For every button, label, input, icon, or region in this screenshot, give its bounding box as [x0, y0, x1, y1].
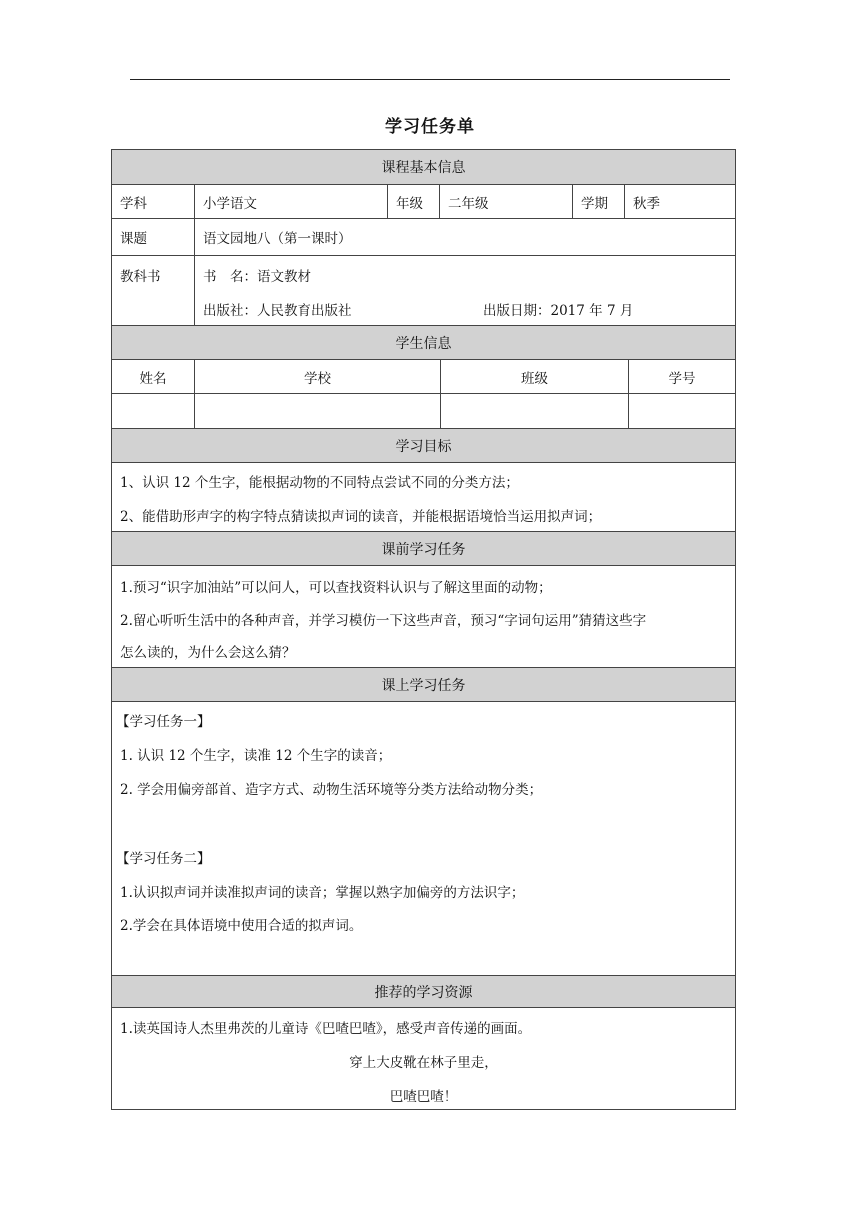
task-two-item: 2.学会在具体语境中使用合适的拟声词。 — [120, 918, 363, 934]
resources-header — [112, 976, 735, 1008]
goal-item: 1、认识 12 个生字，能根据动物的不同特点尝试不同的分类方法； — [120, 475, 519, 491]
topic-value: 语文园地八（第一课时） — [203, 231, 352, 247]
publisher: 出版社：人民教育出版社 — [203, 303, 352, 319]
topic-label: 课题 — [112, 219, 195, 255]
in-class-header-text: 课上学习任务 — [381, 677, 466, 694]
textbook-label: 教科书 — [112, 256, 195, 325]
task-two-title: 【学习任务二】 — [116, 851, 211, 867]
student-entry-row — [112, 394, 735, 429]
resources-body — [112, 1008, 735, 1111]
book-name: 书 名：语文教材 — [203, 269, 311, 285]
course-info-header — [112, 150, 735, 185]
goals-header-text: 学习目标 — [395, 438, 452, 455]
goals-header — [112, 429, 735, 463]
subject-row — [112, 185, 735, 219]
name-input[interactable] — [112, 394, 195, 428]
in-class-body — [112, 702, 735, 976]
in-class-header — [112, 668, 735, 702]
topic-row — [112, 219, 735, 256]
subject-value: 小学语文 — [195, 185, 388, 218]
pre-class-header-text: 课前学习任务 — [381, 541, 466, 558]
column-school: 学校 — [195, 360, 441, 393]
task-two-item: 1.认识拟声词并读准拟声词的读音；掌握以熟字加偏旁的方法识字； — [120, 885, 525, 901]
pre-class-item: 1.预习“识字加油站”可以问人，可以查找资料认识与了解这里面的动物； — [120, 580, 552, 596]
column-student-id: 学号 — [668, 370, 696, 387]
textbook-row — [112, 256, 735, 326]
task-one-item: 2. 学会用偏旁部首、造字方式、动物生活环境等分类方法给动物分类； — [120, 782, 543, 798]
term-label: 学期 — [573, 185, 625, 218]
course-info-header-text: 课程基本信息 — [381, 160, 466, 176]
pre-class-item: 2.留心听听生活中的各种声音，并学习模仿一下这些声音，预习“字词句运用”猜猜这些字 — [120, 613, 647, 629]
pre-class-body — [112, 566, 735, 668]
poem-line: 巴喳巴喳！ — [389, 1089, 458, 1105]
document-title: 学习任务单 — [385, 117, 475, 137]
goals-body — [112, 463, 735, 532]
resources-header-text: 推荐的学习资源 — [374, 984, 473, 1001]
resource-intro: 1.读英国诗人杰里弗茨的儿童诗《巴喳巴喳》，感受声音传递的画面。 — [120, 1021, 532, 1037]
task-sheet-table — [111, 149, 736, 1110]
pre-class-item: 怎么读的，为什么会这么猜？ — [120, 645, 296, 661]
student-info-header-text: 学生信息 — [395, 335, 452, 352]
poem-line: 穿上大皮靴在林子里走， — [349, 1055, 498, 1071]
subject-label: 学科 — [112, 185, 195, 218]
task-one-title: 【学习任务一】 — [116, 714, 211, 730]
student-columns-row — [112, 360, 735, 394]
publication-date: 出版日期：2017 年 7 月 — [483, 303, 634, 319]
task-one-item: 1. 认识 12 个生字，读准 12 个生字的读音； — [120, 748, 392, 764]
term-value: 秋季 — [633, 195, 660, 212]
student-info-header — [112, 326, 735, 360]
school-input[interactable] — [195, 394, 441, 428]
pre-class-header — [112, 532, 735, 566]
grade-value: 二年级 — [440, 185, 573, 218]
goal-item: 2、能借助形声字的构字特点猜读拟声词的读音，并能根据语境恰当运用拟声词； — [120, 509, 602, 525]
student-id-input[interactable] — [629, 394, 735, 428]
column-name: 姓名 — [112, 360, 195, 393]
column-class: 班级 — [441, 360, 629, 393]
class-input[interactable] — [441, 394, 629, 428]
header-rule — [130, 79, 730, 80]
grade-label: 年级 — [388, 185, 440, 218]
textbook-details — [195, 256, 735, 325]
